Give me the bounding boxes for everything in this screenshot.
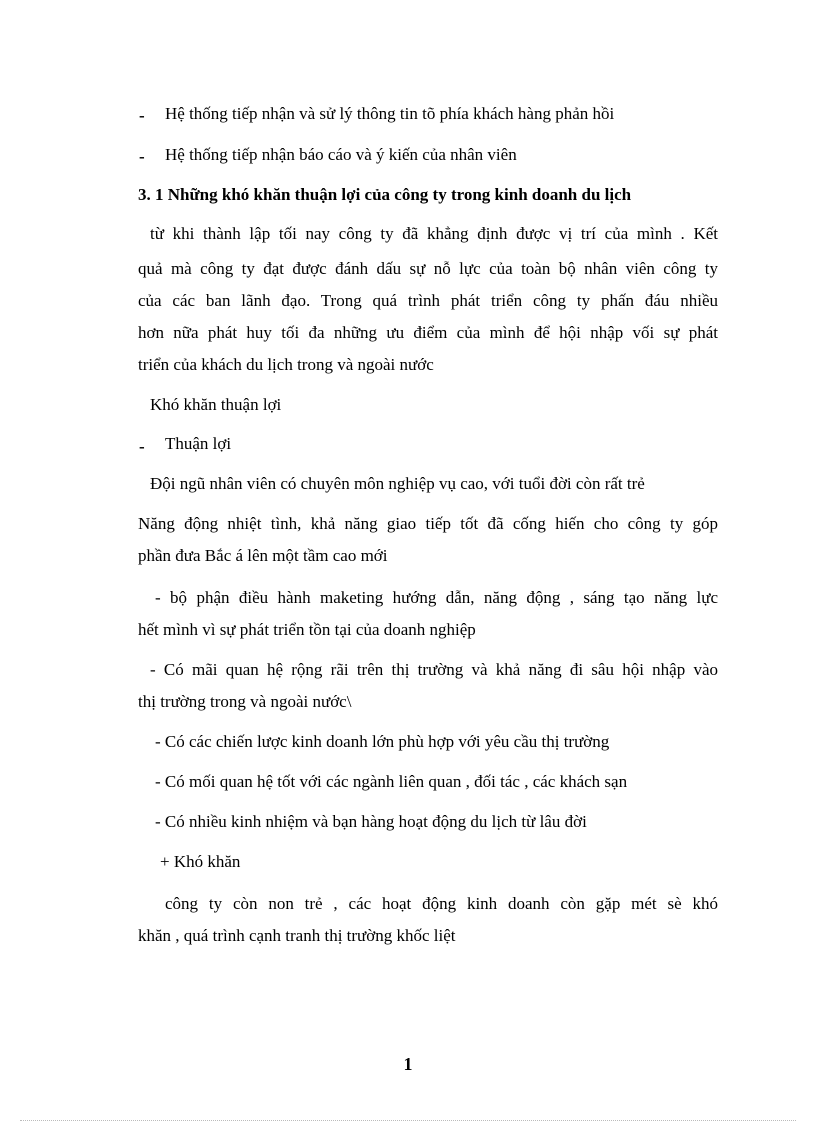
paragraph-line: từ khi thành lập tối nay công ty đã khẳng định được vị trí của mình . Kết <box>150 224 718 243</box>
list-item: - Có nhiều kinh nhiệm và bạn hàng hoạt động du lịch từ lâu đời <box>155 812 587 831</box>
paragraph-line: hết mình vì sự phát triển tồn tại của doanh nghiệp <box>138 620 476 639</box>
section-heading: 3. 1 Những khó khăn thuận lợi của công ty trong kinh doanh du lịch <box>138 185 632 204</box>
paragraph-line: triển của khách du lịch trong và ngoài nước <box>138 355 434 374</box>
paragraph-line: khăn , quá trình cạnh tranh thị trường khốc liệt <box>138 926 456 945</box>
paragraph-line: thị trường trong và ngoài nước\ <box>138 692 352 711</box>
paragraph-line: - bộ phận điều hành maketing hướng dẫn, năng động , sáng tạo năng lực <box>155 588 718 607</box>
list-item: - Có các chiến lược kinh doanh lớn phù hợp với yêu cầu thị trường <box>155 732 610 751</box>
paragraph-line: Năng động nhiệt tình, khả năng giao tiếp tốt đã cống hiến cho công ty góp <box>138 514 718 533</box>
paragraph-line: - Có mãi quan hệ rộng rãi trên thị trường và khả năng đi sâu hội nhập vào <box>150 660 718 679</box>
page-bottom-divider <box>20 1120 796 1121</box>
bullet-marker: - <box>139 147 145 166</box>
paragraph-line: hơn nữa phát huy tối đa những ưu điểm của mình để hội nhập vối sự phát <box>138 323 718 342</box>
subheading: Khó khăn thuận lợi <box>150 395 282 414</box>
bullet-item-staff-feedback: Hệ thống tiếp nhận báo cáo và ý kiến của nhân viên <box>165 145 517 164</box>
paragraph-line: Đội ngũ nhân viên có chuyên môn nghiệp vụ cao, với tuổi đời còn rất trẻ <box>150 474 645 493</box>
list-item: - Có mối quan hệ tốt với các ngành liên quan , đối tác , các khách sạn <box>155 772 628 791</box>
bullet-marker: - <box>139 106 145 125</box>
paragraph-line: công ty còn non trẻ , các hoạt động kinh doanh còn gặp mét sè khó <box>165 894 718 913</box>
bullet-item-feedback-system: Hệ thống tiếp nhận và sử lý thông tin tõ phía khách hàng phản hồi <box>165 104 615 123</box>
paragraph-line: của các ban lãnh đạo. Trong quá trình phát triển công ty phấn đáu nhiều <box>138 291 718 310</box>
bullet-marker: - <box>139 437 145 456</box>
paragraph-line: phần đưa Bắc á lên một tầm cao mới <box>138 546 388 565</box>
thuan-loi-label: Thuận lợi <box>165 434 232 453</box>
kho-khan-label: + Khó khăn <box>160 852 241 871</box>
paragraph-line: quả mà công ty đạt được đánh dấu sự nỗ lực của toàn bộ nhân viên công ty <box>138 259 718 278</box>
page-number: 1 <box>403 1054 413 1074</box>
